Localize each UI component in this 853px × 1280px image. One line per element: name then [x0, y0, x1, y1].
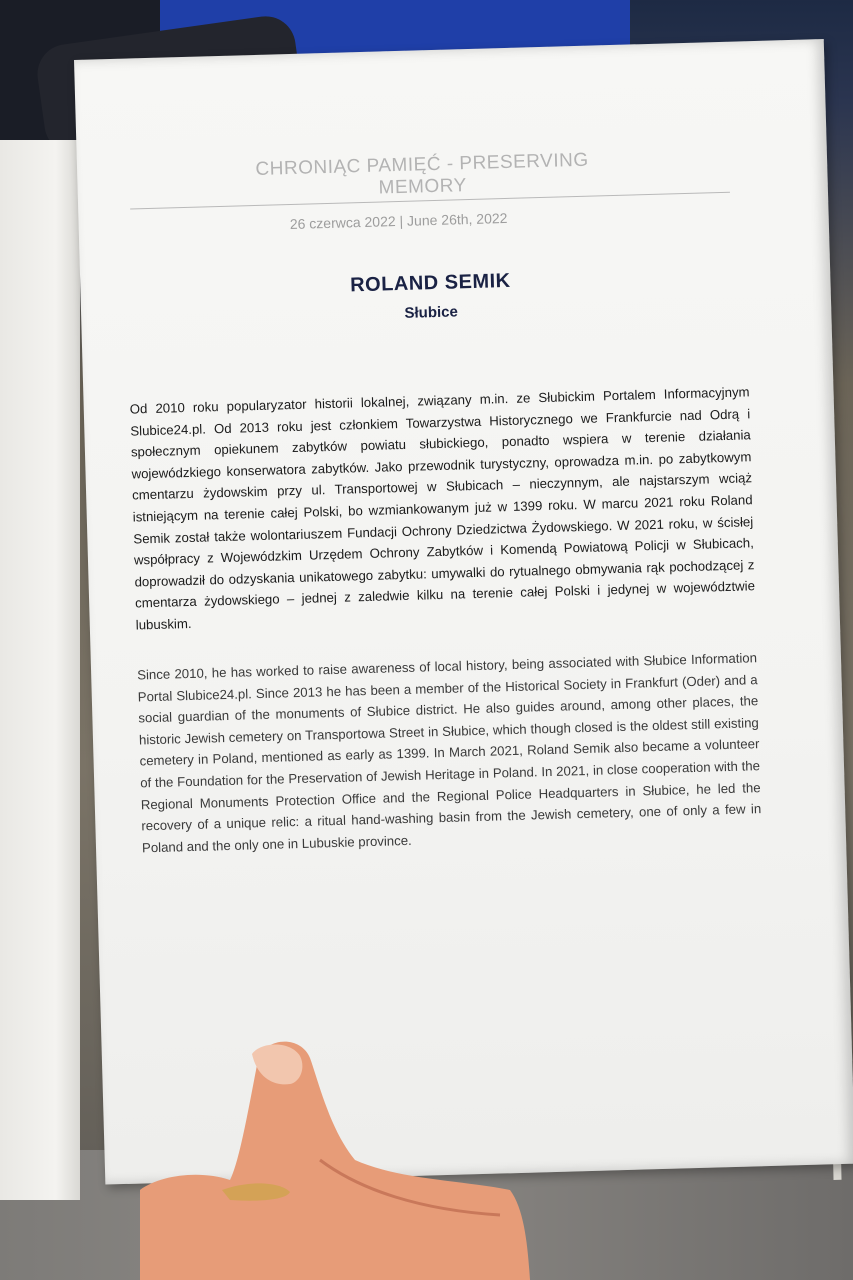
- bio-english: Since 2010, he has worked to raise awareness of local history, being associated with Słubice Information Portal Slubice24.pl. Since 2013 he has been a member of the Historical Society in Frankfurt (Oder) and a social guardian of the monuments of Słubice district. He also guides around, among other places, the historic Jewish cemetery on Transportowa Street in Słubice, which though closed is the oldest still existing cemetery in Poland, mentioned as early as 1399. In March 2021, Roland Semik also became a volunteer of the Foundation for the Preservation of Jewish Heritage in Poland. In 2021, in close cooperation with the Regional Monuments Protection Office and the Regional Police Headquarters in Słubice, he led the recovery of a unique relic: a ritual hand-washing basin from the Jewish cemetery, one of only a few in Poland and the only one in Lubuskie province.: [136, 650, 762, 856]
- holding-hand: [140, 1040, 530, 1280]
- booklet-page: [74, 39, 853, 1185]
- left-page: [0, 140, 80, 1200]
- person-city: Słubice: [404, 303, 459, 322]
- booklet-header-title: CHRONIĄC PAMIĘĆ - PRESERVING MEMORY: [255, 149, 589, 199]
- booklet-header-date: 26 czerwca 2022 | June 26th, 2022: [289, 209, 508, 233]
- bio-polish: Od 2010 roku popularyzator historii lokalnej, związany m.in. ze Słubickim Portalem Informacyjnym Slubice24.pl. Od 2013 roku jest członkiem Towarzystwa Historycznego we Frankfurcie nad Odrą i społecznym opiekunem zabytków powiatu słubickiego, ponadto wspiera w terenie działania wojewódzkiego konserwatora zabytków. Jako przewodnik turystyczny, oprowadza m.in. po zabytkowym cmentarzu żydowskim przy ul. Transportowej w Słubicach – nieczynnym, ale najstarszym wciąż istniejącym na terenie całej Polski, bo wzmiankowanym już w 1399 roku. W marcu 2021 roku Roland Semik został także wolontariuszem Fundacji Ochrony Dziedzictwa Żydowskiego. W 2021 roku, w ścisłej współpracy z Wojewódzkim Urzędem Ochrony Zabytków i Komendą Powiatową Policji w Słubicach, doprowadził do odzyskania unikatowego zabytku: umywalki do rytualnego obmywania rąk pochodzącej z cmentarza żydowskiego – jednej z zaledwie kilku na terenie całej Polski i jedynej w województwie lubuskim.: [129, 384, 756, 633]
- person-name: ROLAND SEMIK: [349, 269, 511, 297]
